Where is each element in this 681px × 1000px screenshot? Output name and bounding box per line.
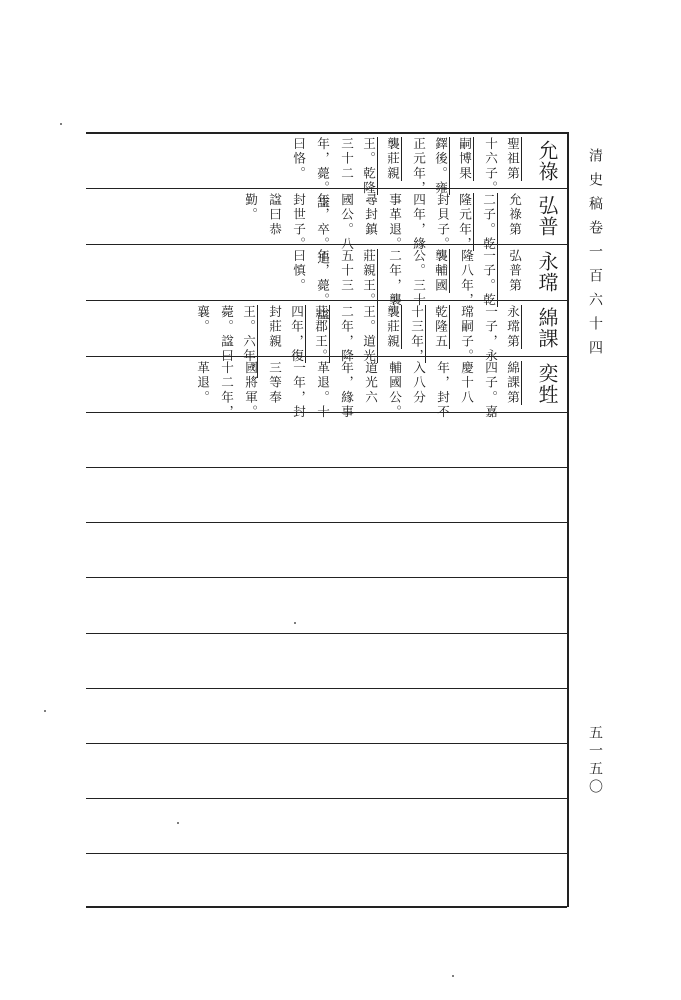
scan-speck bbox=[60, 123, 62, 125]
text-column: 綿課第 bbox=[505, 361, 520, 405]
text-column: 一年，封 bbox=[291, 361, 306, 420]
text-column: 年，薨。諡 bbox=[315, 137, 330, 210]
text-column: 十三年， bbox=[409, 305, 424, 364]
text-column: 四子。嘉 bbox=[483, 361, 498, 420]
text-column: 乾隆五 bbox=[433, 305, 448, 349]
text-column: 十六子。 bbox=[483, 137, 498, 196]
text-column: 王。道光 bbox=[361, 305, 376, 364]
text-column: 弘普第 bbox=[507, 249, 522, 293]
page-number: 五一五〇 bbox=[587, 725, 603, 797]
table-rule bbox=[86, 522, 567, 523]
text-column: 封莊親 bbox=[267, 305, 282, 349]
text-column: 年，薨。諡 bbox=[315, 249, 330, 322]
person-name: 弘普 bbox=[535, 195, 559, 237]
text-column: 正元年， bbox=[411, 137, 426, 196]
text-column: 襄。 bbox=[195, 305, 210, 335]
table-rule bbox=[86, 906, 567, 908]
text-column: 曰恪。 bbox=[291, 137, 306, 181]
text-column: 四年，緣 bbox=[411, 193, 426, 252]
table-rule bbox=[86, 743, 567, 744]
text-column: 莊親王。 bbox=[361, 249, 376, 308]
table-rule bbox=[86, 798, 567, 799]
text-column: 入八分 bbox=[411, 361, 426, 405]
biography-row bbox=[86, 135, 528, 210]
table-rule bbox=[86, 467, 567, 468]
text-column: 莊郡王。 bbox=[313, 305, 328, 364]
text-column: 年，封不 bbox=[435, 361, 450, 420]
text-column: 革退。十 bbox=[315, 361, 330, 420]
scan-speck bbox=[452, 975, 454, 977]
text-column: 革退。 bbox=[195, 361, 210, 405]
person-name: 綿課 bbox=[535, 307, 559, 349]
text-column: 薨。諡曰 bbox=[219, 305, 234, 364]
person-name: 奕甡 bbox=[535, 363, 559, 405]
text-column: 襲莊親 bbox=[385, 305, 400, 349]
text-column: 聖祖第 bbox=[505, 137, 520, 181]
text-column: 慶十八 bbox=[459, 361, 474, 405]
table-rule bbox=[86, 688, 567, 689]
biography-row bbox=[86, 303, 528, 378]
text-column: 事革退。 bbox=[387, 193, 402, 252]
text-column: 一子。乾 bbox=[481, 249, 496, 308]
text-column: 隆八年， bbox=[459, 249, 474, 308]
biography-row bbox=[86, 191, 528, 266]
text-column: 王。六年， bbox=[241, 305, 256, 378]
text-column: 永瑺第 bbox=[505, 305, 520, 349]
biography-row bbox=[86, 359, 528, 420]
text-column: 二子。乾 bbox=[481, 193, 496, 252]
running-title: 清史稿卷一百六十四 bbox=[587, 148, 603, 364]
scan-speck bbox=[294, 622, 296, 624]
text-column: 國公。八 bbox=[339, 193, 354, 252]
text-column: 國將軍。 bbox=[243, 361, 258, 420]
text-column: 襲莊親 bbox=[385, 137, 400, 181]
text-column: 一子，永 bbox=[483, 305, 498, 364]
text-column: 封貝子。 bbox=[435, 193, 450, 252]
biography-row bbox=[86, 247, 528, 322]
text-column: 十二年， bbox=[219, 361, 234, 420]
text-column: 允祿第 bbox=[507, 193, 522, 237]
table-rule bbox=[86, 577, 567, 578]
text-column: 王。乾隆 bbox=[361, 137, 376, 196]
text-column: 鐸後。雍 bbox=[433, 137, 448, 196]
text-column: 四年，復 bbox=[289, 305, 304, 364]
text-column: 封世子。 bbox=[291, 193, 306, 252]
scan-speck bbox=[177, 822, 179, 824]
text-column: 年，卒。追 bbox=[315, 193, 330, 266]
table-rule bbox=[86, 633, 567, 634]
text-column: 二年，降 bbox=[339, 305, 354, 364]
text-column: 曰慎。 bbox=[291, 249, 306, 293]
text-column: 襲輔國 bbox=[433, 249, 448, 293]
text-column: 年，緣事 bbox=[339, 361, 354, 420]
text-column: 公。三十 bbox=[411, 249, 426, 308]
name-column bbox=[528, 132, 566, 412]
text-column: 諡曰恭 bbox=[267, 193, 282, 237]
text-column: 尋封鎮 bbox=[363, 193, 378, 237]
text-column: 嗣博果 bbox=[457, 137, 472, 181]
text-column: 二年，襲 bbox=[387, 249, 402, 308]
text-column: 道光六 bbox=[363, 361, 378, 405]
person-name: 永瑺 bbox=[535, 251, 559, 293]
text-column: 三十二 bbox=[339, 137, 354, 181]
scan-speck bbox=[44, 710, 46, 712]
text-column: 三等奉 bbox=[267, 361, 282, 405]
table-rule bbox=[86, 132, 567, 134]
person-name: 允祿 bbox=[535, 140, 559, 182]
text-column: 隆元年， bbox=[457, 193, 472, 252]
text-column: 輔國公。 bbox=[387, 361, 402, 420]
text-column: 勤。 bbox=[243, 193, 258, 223]
table-rule bbox=[86, 853, 567, 854]
text-column: 五十三 bbox=[339, 249, 354, 293]
text-column: 瑺嗣子。 bbox=[459, 305, 474, 364]
